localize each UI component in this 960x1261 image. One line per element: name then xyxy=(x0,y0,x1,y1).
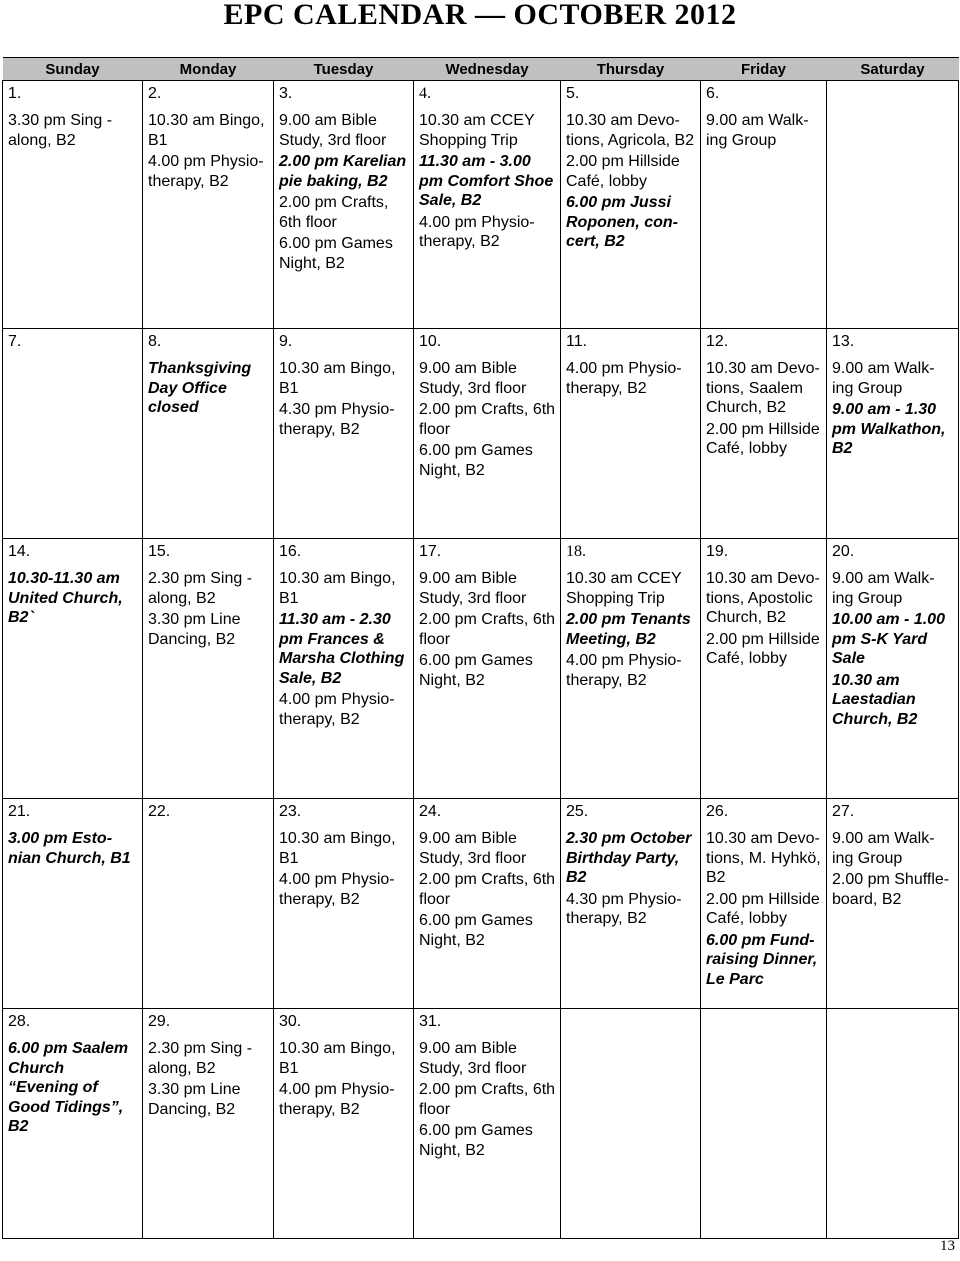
day-cell xyxy=(701,799,827,1009)
event-entry: 9.00 am Bible Study, 3rd floor xyxy=(419,570,527,607)
week-row xyxy=(3,81,959,329)
day-number: 30. xyxy=(279,1013,302,1030)
event-entry: 9.00 am Walk-ing Group xyxy=(706,112,809,149)
calendar-grid xyxy=(2,57,959,1239)
week-row xyxy=(3,539,959,799)
day-number: 9. xyxy=(279,333,293,350)
day-number: 16. xyxy=(279,543,302,560)
day-cell xyxy=(3,1009,143,1239)
weekday-thursday: Thursday xyxy=(561,58,701,81)
event-entry: 10.30 am Devo-tions, Agricola, B2 xyxy=(566,112,695,149)
event-entry: 10.30 am CCEY Shopping Trip xyxy=(566,570,682,607)
day-number: 10. xyxy=(419,333,442,350)
day-cell xyxy=(827,539,959,799)
event-entry: 4.00 pm Physio-therapy, B2 xyxy=(279,871,395,908)
event-entry: 10.30 am Devo-tions, M. Hyhkö, B2 xyxy=(706,830,821,886)
day-number: 22. xyxy=(148,803,171,820)
day-cell xyxy=(414,539,561,799)
day-number: 12. xyxy=(706,333,729,350)
page-number: 13 xyxy=(940,1238,955,1254)
day-number: 13. xyxy=(832,333,855,350)
event-entry: 10.30 am Bingo, B1 xyxy=(279,1040,396,1077)
event-entry: 2.00 pm Shuffle-board, B2 xyxy=(832,871,950,908)
event-entry: 3.30 pm Sing - along, B2 xyxy=(8,112,113,149)
event-entry: 4.00 pm Physio-therapy, B2 xyxy=(419,213,535,250)
day-number: 24. xyxy=(419,803,442,820)
event-entry: 9.00 am Walk-ing Group xyxy=(832,830,935,867)
day-number: 26. xyxy=(706,803,729,820)
day-cell xyxy=(143,329,274,539)
week-row xyxy=(3,799,959,1009)
day-cell xyxy=(3,799,143,1009)
event-entry: 9.00 am Bible Study, 3rd floor xyxy=(419,1040,527,1077)
event-entry: 3.30 pm Line Dancing, B2 xyxy=(148,611,241,648)
day-number: 8. xyxy=(148,333,162,350)
event-entry: 9.00 am - 1.30 pm Walkathon, B2 xyxy=(832,401,946,457)
calendar-title: EPC CALENDAR — OCTOBER 2012 xyxy=(223,0,737,31)
day-number: 31. xyxy=(419,1013,442,1030)
day-number: 14. xyxy=(8,543,31,560)
event-entry: 4.30 pm Physio-therapy, B2 xyxy=(279,401,395,438)
day-number: 28. xyxy=(8,1013,31,1030)
event-entry: 10.30 am Devo-tions, Apostolic Church, B2 xyxy=(706,570,820,626)
week-row xyxy=(3,329,959,539)
event-entry: 10.00 am - 1.00 pm S-K Yard Sale xyxy=(832,611,945,667)
day-cell xyxy=(3,539,143,799)
day-cell xyxy=(274,1009,414,1239)
day-cell xyxy=(414,329,561,539)
day-number: 27. xyxy=(832,803,855,820)
event-entry: 2.30 pm October Birthday Party, B2 xyxy=(566,830,692,886)
day-cell xyxy=(3,329,143,539)
day-number: 7. xyxy=(8,333,22,350)
event-entry: 2.00 pm Tenants Meeting, B2 xyxy=(566,611,691,648)
day-cell xyxy=(701,329,827,539)
day-cell xyxy=(274,799,414,1009)
event-entry: 6.00 pm Saalem Church “Evening of Good Tidings”, B2 xyxy=(8,1040,129,1135)
day-cell xyxy=(274,81,414,329)
event-entry: 6.00 pm Games Night, B2 xyxy=(419,652,533,689)
event-entry: 2.00 pm Crafts, 6th floor xyxy=(279,194,389,231)
empty-day-cell xyxy=(561,1009,701,1239)
day-cell xyxy=(274,539,414,799)
event-entry: 6.00 pm Fund-raising Dinner, Le Parc xyxy=(706,931,818,988)
day-cell xyxy=(561,329,701,539)
event-entry: 2.00 pm Crafts, 6th floor xyxy=(419,871,556,908)
event-entry: 2.00 pm Crafts, 6th floor xyxy=(419,1081,556,1118)
day-cell xyxy=(3,81,143,329)
event-entry: 9.00 am Bible Study, 3rd floor xyxy=(419,830,527,867)
event-entry: 3.00 pm Esto-nian Church, B1 xyxy=(8,830,131,867)
event-entry: 10.30-11.30 am United Church, B2` xyxy=(8,570,123,626)
event-entry: 6.00 pm Games Night, B2 xyxy=(279,235,393,272)
day-number: 11. xyxy=(566,333,588,350)
empty-day-cell xyxy=(827,1009,959,1239)
event-entry: 2.00 pm Crafts, 6th floor xyxy=(419,401,556,438)
day-cell xyxy=(143,81,274,329)
day-cell xyxy=(701,539,827,799)
day-number: 6. xyxy=(706,85,720,102)
event-entry: 6.00 pm Jussi Roponen, con-cert, B2 xyxy=(566,194,678,250)
day-cell xyxy=(143,539,274,799)
event-entry: 9.00 am Walk-ing Group xyxy=(832,360,935,397)
day-cell xyxy=(827,329,959,539)
weekday-monday: Monday xyxy=(143,58,274,81)
event-entry: 4.00 pm Physio-therapy, B2 xyxy=(279,1081,395,1118)
day-number: 4. xyxy=(419,85,431,102)
event-entry: 10.30 am Bingo, B1 xyxy=(148,112,265,149)
day-number: 23. xyxy=(279,803,302,820)
day-number: 17. xyxy=(419,543,442,560)
day-cell xyxy=(143,1009,274,1239)
event-entry: 2.00 pm Crafts, 6th floor xyxy=(419,611,556,648)
weekday-tuesday: Tuesday xyxy=(274,58,414,81)
event-entry: 2.00 pm Hillside Café, lobby xyxy=(706,890,820,927)
day-number: 29. xyxy=(148,1013,171,1030)
event-entry: 4.00 pm Physio-therapy, B2 xyxy=(148,153,264,190)
event-entry: 9.00 am Walk-ing Group xyxy=(832,570,935,607)
event-entry: 9.00 am Bible Study, 3rd floor xyxy=(279,112,387,149)
weekday-saturday: Saturday xyxy=(827,58,959,81)
day-cell xyxy=(827,799,959,1009)
day-cell xyxy=(561,539,701,799)
day-number: 15. xyxy=(148,543,171,560)
day-cell xyxy=(414,81,561,329)
event-entry: 9.00 am Bible Study, 3rd floor xyxy=(419,360,527,397)
day-cell xyxy=(274,329,414,539)
event-entry: 6.00 pm Games Night, B2 xyxy=(419,442,533,479)
event-entry: 10.30 am Bingo, B1 xyxy=(279,570,396,607)
weekday-header-row xyxy=(3,58,959,81)
day-number: 21. xyxy=(8,803,31,820)
day-number: 1. xyxy=(8,85,22,102)
day-cell xyxy=(561,81,701,329)
day-number: 20. xyxy=(832,543,855,560)
weekday-friday: Friday xyxy=(701,58,827,81)
day-cell xyxy=(414,799,561,1009)
day-number: 3. xyxy=(279,85,293,102)
event-entry: 11.30 am - 2.30 pm Frances & Marsha Clothing Sale, B2 xyxy=(279,611,405,687)
empty-day-cell xyxy=(701,1009,827,1239)
event-entry: 4.30 pm Physio-therapy, B2 xyxy=(566,890,682,927)
day-number: 5. xyxy=(566,85,580,102)
day-number: 19. xyxy=(706,543,729,560)
day-cell xyxy=(414,1009,561,1239)
week-row xyxy=(3,1009,959,1239)
event-entry: 10.30 am Laestadian Church, B2 xyxy=(832,671,918,728)
day-cell xyxy=(561,799,701,1009)
event-entry: Thanksgiving Day Office closed xyxy=(148,360,252,416)
day-cell xyxy=(143,799,274,1009)
weekday-wednesday: Wednesday xyxy=(414,58,561,81)
event-entry: 6.00 pm Games Night, B2 xyxy=(419,912,533,949)
day-number: 25. xyxy=(566,803,589,820)
event-entry: 4.00 pm Physio-therapy, B2 xyxy=(566,360,682,397)
event-entry: 10.30 am Bingo, B1 xyxy=(279,360,396,397)
day-cell xyxy=(701,81,827,329)
event-entry: 2.30 pm Sing - along, B2 xyxy=(148,570,253,607)
event-entry: 2.00 pm Hillside Café, lobby xyxy=(706,630,820,667)
event-entry: 4.00 pm Physio-therapy, B2 xyxy=(566,652,682,689)
event-entry: 2.00 pm Hillside Café, lobby xyxy=(566,153,680,190)
day-number: 2. xyxy=(148,85,162,102)
event-entry: 10.30 am Bingo, B1 xyxy=(279,830,396,867)
event-entry: 11.30 am - 3.00 pm Comfort Shoe Sale, B2 xyxy=(419,153,554,209)
empty-day-cell xyxy=(827,81,959,329)
weekday-sunday: Sunday xyxy=(3,58,143,81)
event-entry: 2.30 pm Sing - along, B2 xyxy=(148,1040,253,1077)
day-number: 18. xyxy=(566,543,586,560)
event-entry: 2.00 pm Hillside Café, lobby xyxy=(706,420,820,457)
event-entry: 6.00 pm Games Night, B2 xyxy=(419,1122,533,1159)
event-entry: 10.30 am Devo-tions, Saalem Church, B2 xyxy=(706,360,820,416)
event-entry: 10.30 am CCEY Shopping Trip xyxy=(419,112,535,149)
event-entry: 3.30 pm Line Dancing, B2 xyxy=(148,1081,241,1118)
event-entry: 2.00 pm Karelian pie baking, B2 xyxy=(279,153,407,190)
event-entry: 4.00 pm Physio-therapy, B2 xyxy=(279,691,395,728)
